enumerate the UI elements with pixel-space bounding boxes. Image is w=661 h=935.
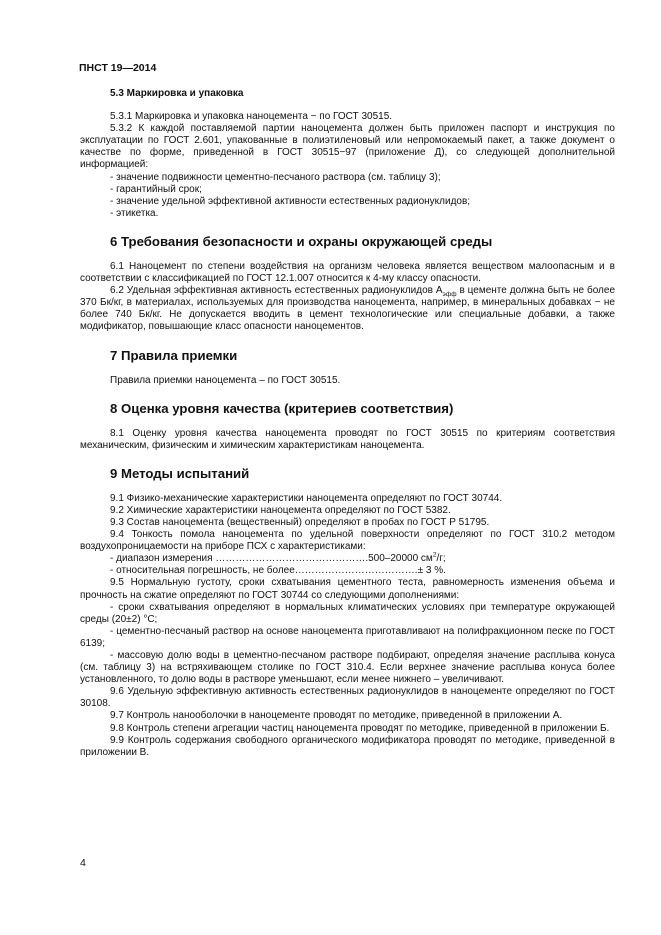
range-unit: /г;: [436, 553, 446, 565]
section-8-title: 8 Оценка уровня качества (критериев соответствия): [110, 400, 454, 416]
list-item: - значение удельной эффективной активности естественных радионуклидов;: [110, 195, 471, 207]
eff-subscript: эфф: [442, 291, 457, 299]
section-6-title: 6 Требования безопасности и охраны окружающей среды: [110, 233, 493, 249]
list-item: - сроки схватывания определяют в нормальных климатических условиях при температуре окружающей среды (20±2) °С;: [80, 601, 615, 625]
paragraph-5-3-2: 5.3.2 К каждой поставляемой партии наноцемента должен быть приложен паспорт и инструкция по эксплуатации по ГОСТ 2.601, упакованные в полиэтиленовый или непромокаемый пакет, а также документ о качестве по форме, приведенной в ГОСТ 30515−97 (приложение Д), со следующей дополнительной информацией:: [80, 123, 615, 171]
paragraph-9-9: 9.9 Контроль содержания свободного органического модификатора проводят по методике, приведенной в приложении В.: [80, 734, 615, 758]
paragraph-7: Правила приемки наноцемента – по ГОСТ 30515.: [110, 374, 341, 386]
list-item: - гарантийный срок;: [110, 183, 202, 195]
section-7-title: 7 Правила приемки: [110, 347, 238, 363]
list-item: - значение подвижности цементно-песчаного раствора (см. таблицу 3);: [110, 171, 441, 183]
paragraph-9-2: 9.2 Химические характеристики наноцемента определяют по ГОСТ 5382.: [110, 504, 451, 516]
paragraph-5-3-1: 5.3.1 Маркировка и упаковка наноцемента − по ГОСТ 30515.: [110, 111, 393, 123]
list-item: - цементно-песчаный раствор на основе наноцемента приготавливают на полифракционном песке по ГОСТ 6139;: [80, 625, 615, 649]
error-item: - относительная погрешность, не более……………………………….± 3 %.: [110, 565, 446, 577]
list-item: - этикетка.: [110, 207, 159, 219]
section-9-title: 9 Методы испытаний: [110, 465, 250, 481]
range-text: - диапазон измерения ……………………………………….500–20000 см: [110, 553, 433, 565]
section-5-3-title: 5.3 Маркировка и упаковка: [110, 88, 244, 99]
paragraph-6-2: [80, 285, 615, 333]
range-item: [110, 553, 615, 565]
paragraph-9-7: 9.7 Контроль нанооболочки в наноцементе проводят по методике, приведенной в приложении А.: [110, 710, 563, 722]
range-superscript: 2: [432, 551, 437, 559]
page-number: 4: [80, 857, 86, 869]
paragraph-6-2-rest: в цементе должна быть не более 370 Бк/кг, в материалах, используемых для производства наноцемента, например, в минеральных добавках − не более 740 Бк/кг. Не допускается вводить в цемент технологические или специальные добавки, а также модификатор, повышающие класс опасности наноцементов.: [80, 285, 615, 333]
paragraph-9-5: 9.5 Нормальную густоту, сроки схватывания цементного теста, равномерность изменения объема и прочность на сжатие определяют по ГОСТ 30744 со следующими дополнениями:: [80, 577, 615, 601]
paragraph-9-1: 9.1 Физико-механические характеристики наноцемента определяют по ГОСТ 30744.: [110, 492, 503, 504]
document-header: ПНСТ 19—2014: [79, 62, 157, 74]
paragraph-6-2-start: 6.2 Удельная эффективная активность естественных радионуклидов А: [110, 285, 443, 297]
paragraph-9-3: 9.3 Состав наноцемента (вещественный) определяют в пробах по ГОСТ Р 51795.: [110, 516, 490, 528]
paragraph-8-1: 8.1 Оценку уровня качества наноцемента проводят по ГОСТ 30515 по критериям соответствия механическим, физическим и химическим характеристикам наноцемента.: [80, 427, 615, 451]
document-body: [80, 88, 615, 759]
paragraph-9-4: 9.4 Тонкость помола наноцемента по удельной поверхности определяют по ГОСТ 310.2 методом воздухопроницаемости на приборе ПСХ с характеристиками:: [80, 529, 615, 553]
list-item: - массовую долю воды в цементно-песчаном растворе подбирают, определяя значение расплыва конуса (см. таблицу 3) на встряхивающем столике по ГОСТ 310.4. Если верхнее значение расплыва конуса более установленного, то долю воды в растворе уменьшают, если менее нижнего – увеличивают.: [80, 650, 615, 686]
paragraph-9-8: 9.8 Контроль степени агрегации частиц наноцемента проводят по методике, приведенной в приложении Б.: [110, 722, 610, 734]
paragraph-9-6: 9.6 Удельную эффективную активность естественных радионуклидов в наноцементе определяют по ГОСТ 30108.: [80, 686, 615, 710]
paragraph-6-1: 6.1 Наноцемент по степени воздействия на организм человека является веществом малоопасным и в соответствии с классификацией по ГОСТ 12.1.007 относится к 4-му классу опасности.: [80, 260, 615, 285]
